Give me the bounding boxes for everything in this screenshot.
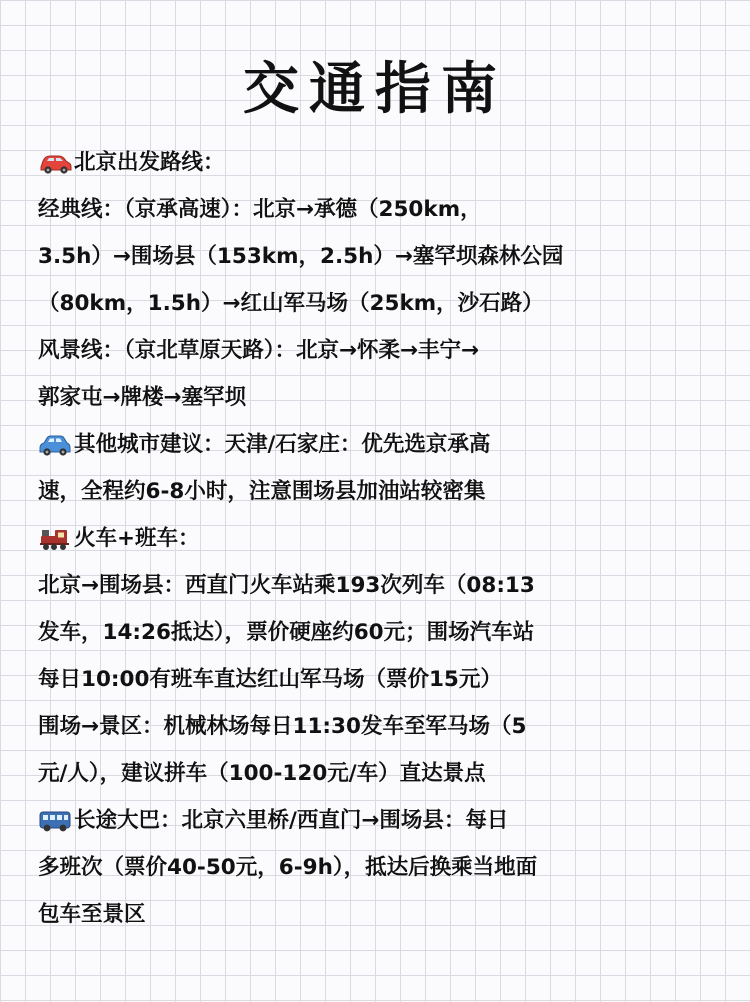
other-city-heading-line: [38, 421, 718, 468]
text-line-7: 速，全程约6-8小时，注意围场县加油站较密集: [38, 479, 486, 504]
text-line-1: 经典线：（京承高速）：北京→承德（250km，: [38, 197, 482, 222]
other-city-heading: 其他城市建议：: [74, 432, 225, 457]
text-line-9: 发车，14:26抵达），票价硬座约60元；围场汽车站: [38, 620, 535, 645]
guide-content: [38, 139, 718, 938]
train-heading: 火车+班车：: [74, 526, 200, 551]
bus-heading-line: [38, 797, 718, 844]
other-city-text: 天津/石家庄：优先选京承高: [224, 432, 491, 457]
text-line-15: 包车至景区: [38, 902, 146, 927]
text-line-10: 每日10:00有班车直达红山军马场（票价15元）: [38, 667, 502, 692]
text-line-14: 多班次（票价40-50元，6-9h），抵达后换乘当地面: [38, 855, 538, 880]
beijing-route-heading: 北京出发路线：: [74, 150, 225, 175]
text-line-5: 郭家屯→牌楼→塞罕坝: [38, 385, 247, 410]
text-line-8: 北京→围场县：西直门火车站乘193次列车（08:13: [38, 573, 535, 598]
beijing-route-heading-line: [38, 139, 718, 186]
text-line-3: （80km，1.5h）→红山军马场（25km，沙石路）: [38, 291, 544, 316]
page-title: 交通指南: [243, 57, 507, 122]
bus-heading: 长途大巴：: [74, 808, 182, 833]
bus-text: 北京六里桥/西直门→围场县：每日: [181, 808, 509, 833]
blue-car-icon: [38, 432, 72, 458]
text-line-4: 风景线：（京北草原天路）：北京→怀柔→丰宁→: [38, 338, 480, 363]
text-line-2: 3.5h）→围场县（153km，2.5h）→塞罕坝森林公园: [38, 244, 564, 269]
train-icon: [38, 526, 72, 552]
red-car-icon: [38, 150, 72, 176]
text-line-12: 元/人），建议拼车（100-120元/车）直达景点: [38, 761, 486, 786]
train-heading-line: [38, 515, 718, 562]
text-line-11: 围场→景区：机械林场每日11:30发车至军马场（5: [38, 714, 527, 739]
bus-icon: [38, 808, 72, 834]
